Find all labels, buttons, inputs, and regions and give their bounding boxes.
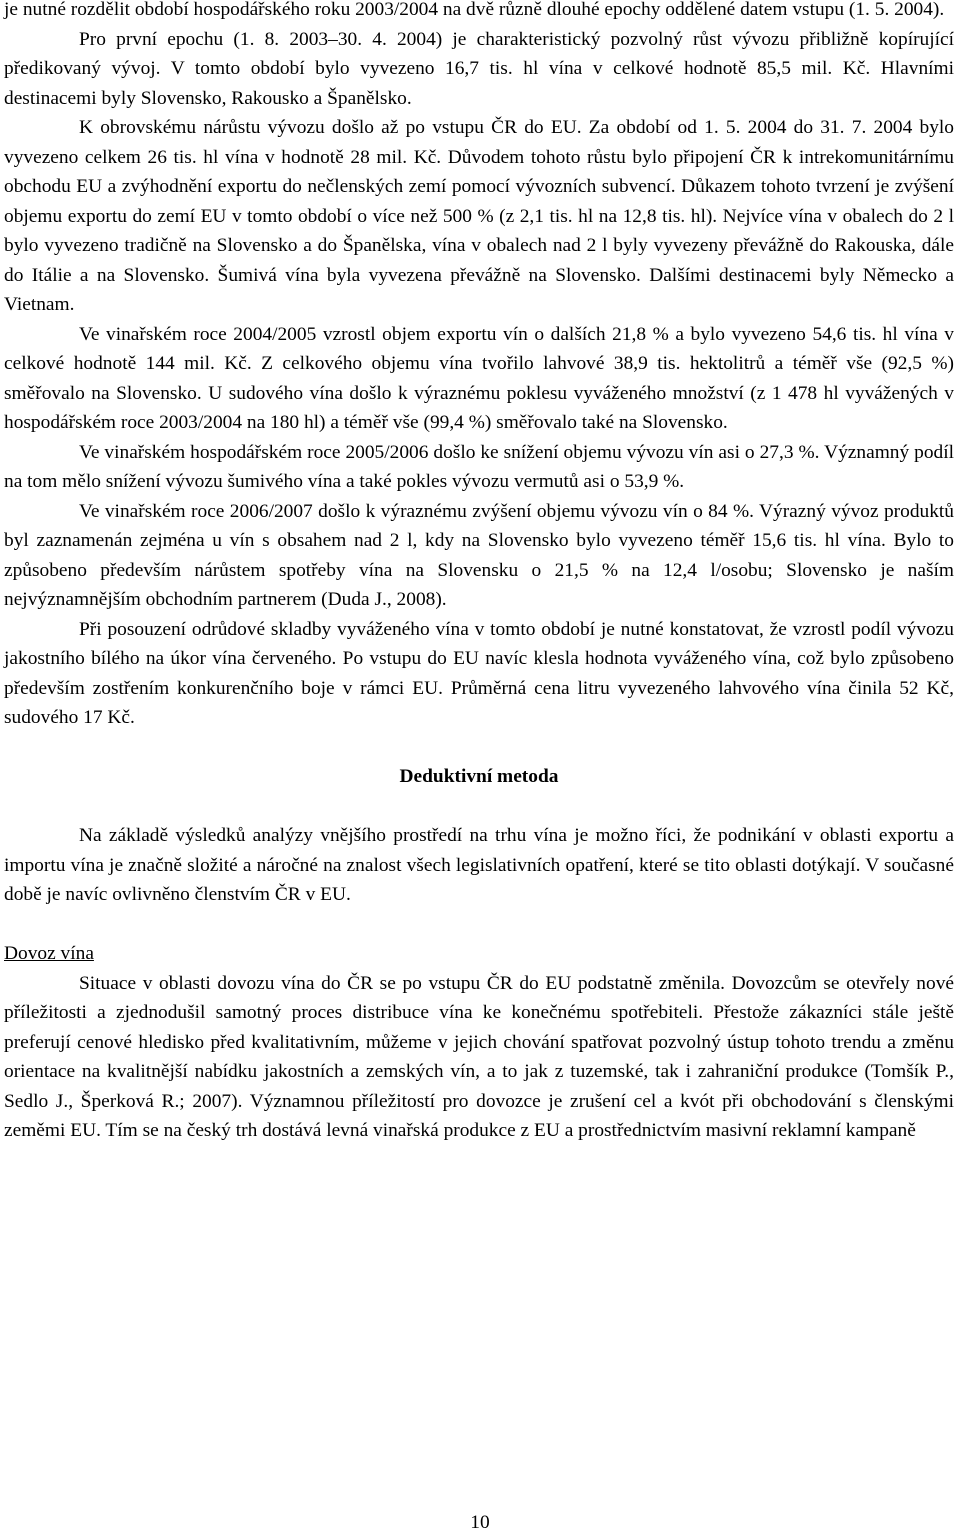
paragraph-export-growth: K obrovskému nárůstu vývozu došlo až po vstupu ČR do EU. Za období od 1. 5. 2004 do 31. 7. 2004 bylo vyvezeno celkem 26 tis. hl vína v hodnotě 28 mil. Kč. Důvodem tohoto růstu bylo připojení ČR k intrekomunitárnímu obchodu EU a zvýhodnění exportu do nečlenských zemí pomocí vývozních subvencí. Důkazem tohoto tvrzení je zvýšení objemu exportu do zemí EU v tomto období o více než 500 % (z 2,1 tis. hl na 12,8 tis. hl). Nejvíce vína v obalech do 2 l bylo vyvezeno tradičně na Slovensko a do Španělska, vína v obalech nad 2 l byly vyvezeny převážně do Rakouska, dále do Itálie a na Slovensko. Šumivá vína byla vyvezena převážně na Slovensko. Dalšími destinacemi byly Německo a Vietnam. (4, 117, 954, 315)
paragraph-2004-2005: Ve vinařském roce 2004/2005 vzrostl objem exportu vín o dalších 21,8 % a bylo vyvezeno 54,6 tis. hl vína v celkové hodnotě 144 mil. Kč. Z celkového objemu vína tvořilo lahvové 38,9 tis. hektolitrů a téměř vše (92,5 %) směřovalo na Slovensko. U sudového vína došlo k výraznému poklesu vyváženého množství (z 1 478 hl vyvážených v hospodářském roce 2003/2004 na 180 hl) a téměř vše (99,4 %) směřovalo také na Slovensko. (4, 323, 954, 433)
subsection-heading: Dovoz vína (4, 943, 94, 964)
page-number: 10 (470, 1512, 490, 1533)
paragraph-first-epoch: Pro první epochu (1. 8. 2003–30. 4. 2004) je charakteristický pozvolný růst vývozu přibližně kopírující předikovaný vývoj. V tomto období bylo vyvezeno 16,7 tis. hl vína v celkové hodnotě 85,5 mil. Kč. Hlavními destinacemi byly Slovensko, Rakousko a Španělsko. (4, 28, 954, 109)
spacer (4, 910, 954, 940)
paragraph-varieties: Při posouzení odrůdové skladby vyváženého vína v tomto období je nutné konstatovat, že vzrostl podíl vývozu jakostního bílého na úkor vína červeného. Po vstupu do EU navíc klesla hodnota vyváženého vína, což bylo způsobeno především zostřením konkurenčního boje v rámci EU. Průměrná cena litru vyvezeného lahvového vína činila 52 Kč, sudového 17 Kč. (4, 618, 954, 728)
paragraph-import: Situace v oblasti dovozu vína do ČR se po vstupu ČR do EU podstatně změnila. Dovozcům se otevřely nové příležitosti a zjednodušil samotný proces distribuce vína ke konečnému spotřebiteli. Přestože zákazníci stále ještě preferují cenové hledisko před kvalitativním, můžeme v jejich chování spatřovat pozvolný ústup tohoto trendu a změnu orientace na kvalitnější nabídku jakostních a zemských vín, a to jak z tuzemské, tak i zahraniční produkce (Tomšík P., Sedlo J., Šperková R.; 2007). Významnou příležitostí pro dovozce je zrušení cel a kvót při obchodování s členskými zeměmi EU. Tím se na český trh dostává levná vinařská produkce z EU a prostřednictvím masivní reklamní kampaně (4, 972, 954, 1141)
paragraph-2006-2007: Ve vinařském roce 2006/2007 došlo k výraznému zvýšení objemu vývozu vín o 84 %. Výrazný vývoz produktů byl zaznamenán zejména u vín s obsahem nad 2 l, kdy na Slovensko bylo vyvezeno téměř 15,6 tis. hl vína. Bylo to způsobeno především nárůstem spotřeby vína na Slovensku o 21,5 % na 12,4 l/osobu; Slovensko je naším nejvýznamnějším obchodním partnerem (Duda J., 2008). (4, 500, 954, 610)
spacer (4, 792, 954, 822)
paragraph-2005-2006: Ve vinařském hospodářském roce 2005/2006 došlo ke snížení objemu vývozu vín asi o 27,3 %. Významný podíl na tom mělo snížení vývozu šumivého vína a také pokles vývozu vermutů asi o 53,9 %. (4, 441, 954, 492)
body-text (4, 0, 954, 1146)
paragraph-continuation: je nutné rozdělit období hospodářského roku 2003/2004 na dvě různě dlouhé epochy oddělené datem vstupu (1. 5. 2004). (4, 0, 945, 20)
paragraph-deductive: Na základě výsledků analýzy vnějšího prostředí na trhu vína je možno říci, že podnikání v oblasti exportu a importu vína je značně složité a náročné na znalost všech legislativních opatření, které se tito oblasti dotýkají. V současné době je navíc ovlivněno členstvím ČR v EU. (4, 825, 954, 905)
spacer (4, 733, 954, 763)
section-heading: Deduktivní metoda (399, 766, 559, 787)
